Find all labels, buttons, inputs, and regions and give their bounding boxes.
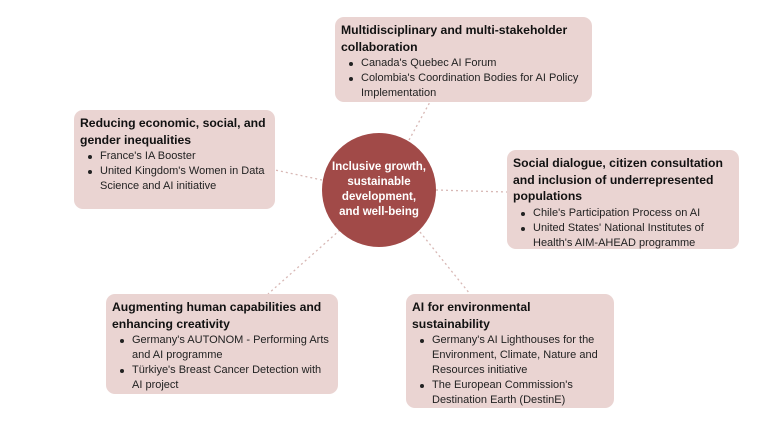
connector-right xyxy=(436,190,507,192)
center-label: Inclusive growth, sustainable development, and well-being xyxy=(332,161,426,218)
list-item: Chile's Participation Process on AI xyxy=(533,206,733,221)
connector-left xyxy=(275,170,322,180)
box-social-dialogue xyxy=(507,150,739,249)
center-node xyxy=(322,133,436,247)
list-item: Germany's AI Lighthouses for the Environment, Climate, Nature and Resources initiative xyxy=(432,333,608,378)
list-item: Colombia's Coordination Bodies for AI Policy Implementation xyxy=(361,71,586,101)
bullet-list xyxy=(80,149,269,194)
box-title: AI for environmental sustainability xyxy=(412,300,531,331)
bullet-list xyxy=(341,56,586,101)
box-augmenting-human-capabilities xyxy=(106,294,338,394)
box-environmental-sustainability xyxy=(406,294,614,408)
bullet-list xyxy=(412,333,608,408)
list-item: Canada's Quebec AI Forum xyxy=(361,56,586,71)
box-title: Social dialogue, citizen consultation and inclusion of underrepresented populations xyxy=(513,156,723,203)
bullet-list xyxy=(513,206,733,251)
box-title: Augmenting human capabilities and enhancing creativity xyxy=(112,300,322,331)
list-item: The European Commission's Destination Earth (DestinE) xyxy=(432,378,608,408)
connector-bottom-left xyxy=(268,230,340,294)
box-title: Reducing economic, social, and gender inequalities xyxy=(80,116,266,147)
list-item: France's IA Booster xyxy=(100,149,269,164)
connector-top xyxy=(409,102,430,140)
list-item: United Kingdom's Women in Data Science and AI initiative xyxy=(100,164,269,194)
list-item: Türkiye's Breast Cancer Detection with AI project xyxy=(132,363,332,393)
bullet-list xyxy=(112,333,332,393)
list-item: Germany's AUTONOM - Performing Arts and AI programme xyxy=(132,333,332,363)
connector-bottom-right xyxy=(420,232,470,294)
box-multistakeholder-collaboration xyxy=(335,17,592,102)
list-item: United States' National Institutes of Health's AIM-AHEAD programme xyxy=(533,221,733,251)
box-title: Multidisciplinary and multi-stakeholder collaboration xyxy=(341,23,568,54)
box-reducing-inequalities xyxy=(74,110,275,209)
